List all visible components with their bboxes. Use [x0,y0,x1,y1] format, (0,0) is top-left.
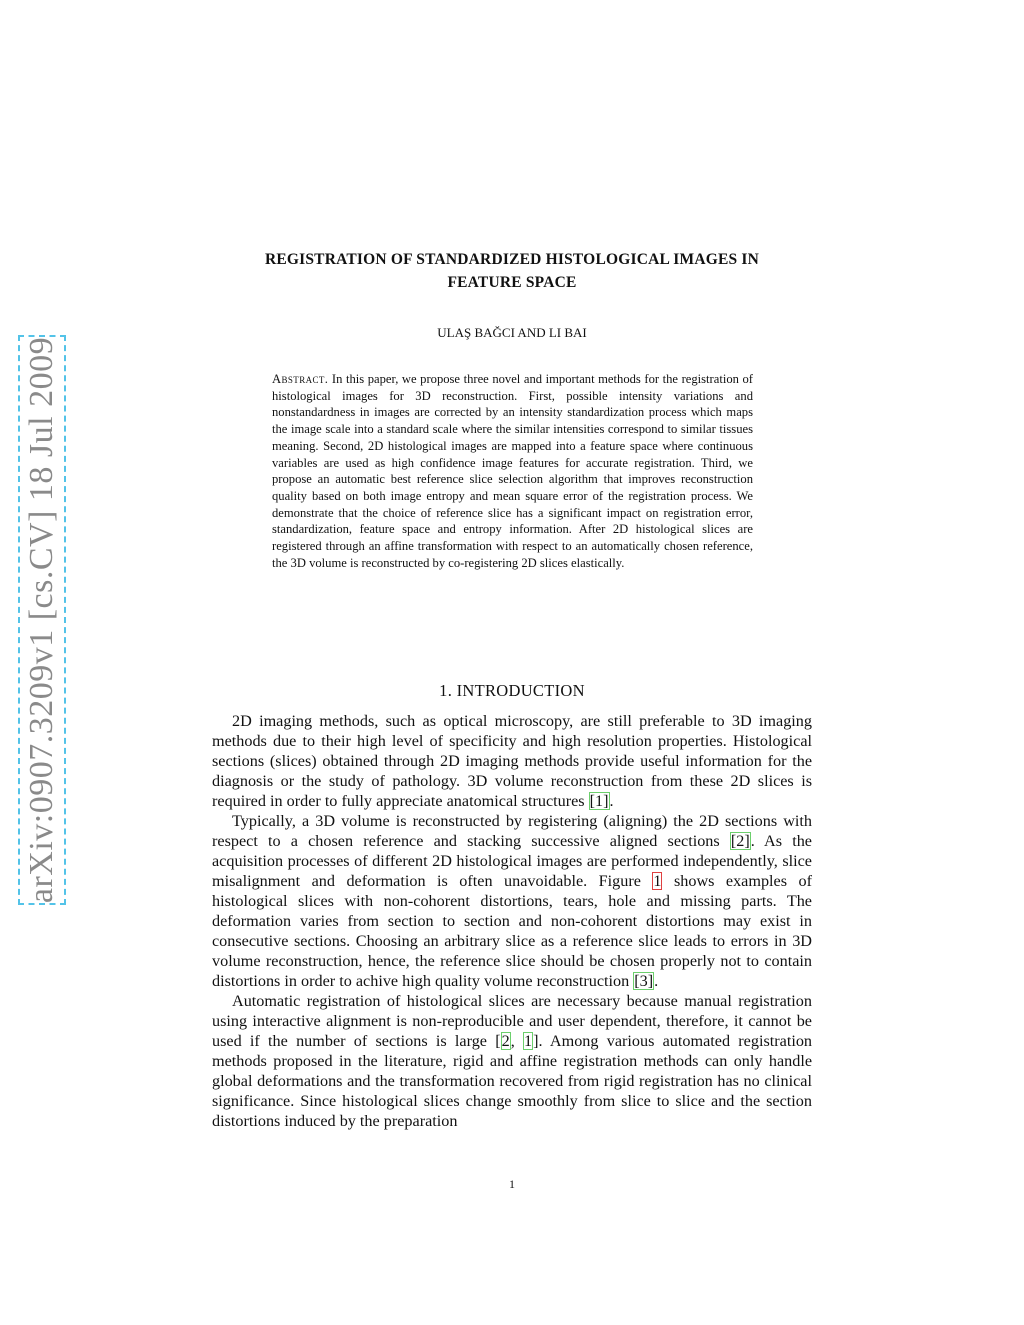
paragraph-3-text-b: ]. Among various automated registration methods proposed in the literature, rigid and affine registration methods can only handle global deformations and the transformation recovered from rigid registration has no clinical significance. Since histological slices change smoothly from slice to slice and the section distortions induced by the preparation [212,1032,813,1130]
citation-link-2b[interactable]: 2 [501,1032,510,1050]
paragraph-2-text-c: shows examples of histological slices with non-cohorent distortions, tears, hole and missing parts. The deformation varies from section to section and non-cohorent distortions may exist in consecutive sections. Choosing an arbitrary slice as a reference slice leads to errors in 3D volume reconstruction, hence, the reference slice should be chosen properly not to contain distortions in order to achive high quality volume reconstruction [212,872,812,990]
paragraph-3-separator: , [510,1032,524,1050]
citation-link-3[interactable]: [3] [634,972,654,990]
citation-link-1b[interactable]: 1 [524,1032,533,1050]
paragraph-3-text-a: Automatic registration of histological slices are necessary because manual registration using interactive alignment is non-reproducible and user dependent, therefore, it cannot be used if the number of sections is large [ [212,992,812,1050]
arxiv-identifier-stamp [18,335,66,905]
citation-link-1[interactable]: [1] [589,792,609,810]
paragraph-1 [212,711,812,811]
abstract [272,371,753,571]
paragraph-3 [212,991,812,1131]
page-number: 1 [509,1177,515,1191]
section-heading-introduction: 1. INTRODUCTION [439,681,585,700]
paper-title-line-1: REGISTRATION OF STANDARDIZED HISTOLOGICAL IMAGES IN [264,251,760,268]
paragraph-1-text: 2D imaging methods, such as optical microscopy, are still preferable to 3D imaging methods due to their high level of specificity and high resolution properties. Histological sections (slices) obtained through 2D imaging methods provide useful information for the diagnosis or the study of pathology. 3D volume reconstruction from these 2D slices is required in order to fully appreciate anatomical structures [212,712,812,810]
abstract-text: In this paper, we propose three novel and important methods for the registration of histological images for 3D reconstruction. First, possible intensity variations and nonstandardness in images are corrected by an intensity standardization process which maps the image scale into a standard scale where the similar intensities correspond to similar tissues meaning. Second, 2D histological images are mapped into a feature space where continuous variables are used as high confidence image features for accurate registration. Third, we propose an automatic best reference slice selection algorithm that improves reconstruction quality based on both image entropy and mean square error of the registration process. We demonstrate that the choice of reference slice has a significant impact on registration error, standardization, feature space and entropy information. After 2D histological slices are registered through an affine transformation with respect to an automatically chosen reference, the 3D volume is reconstructed by co-registering 2D slices elastically. [272,372,753,570]
paragraph-2-end: . [654,972,659,990]
paper-authors: ULAŞ BAĞCI AND LI BAI [437,325,587,340]
abstract-label: Abstract. [272,372,329,386]
introduction-body [212,711,812,1131]
paragraph-2-text-a: Typically, a 3D volume is reconstructed by registering (aligning) the 2D sections with respect to a chosen reference and stacking successive aligned sections [212,812,812,850]
paragraph-2 [212,811,812,991]
figure-link-1[interactable]: 1 [653,872,662,890]
paragraph-1-end: . [609,792,614,810]
citation-link-2[interactable]: [2] [730,832,750,850]
paragraph-2-text-b: . As the acquisition processes of different 2D histological images are performed independently, slice misalignment and deformation is often unavoidable. Figure [212,832,812,890]
arxiv-identifier-text: arXiv:0907.3209v1 [cs.CV] 18 Jul 2009 [23,336,60,904]
paper-title [212,248,812,294]
paper-title-line-2: FEATURE SPACE [447,274,577,291]
